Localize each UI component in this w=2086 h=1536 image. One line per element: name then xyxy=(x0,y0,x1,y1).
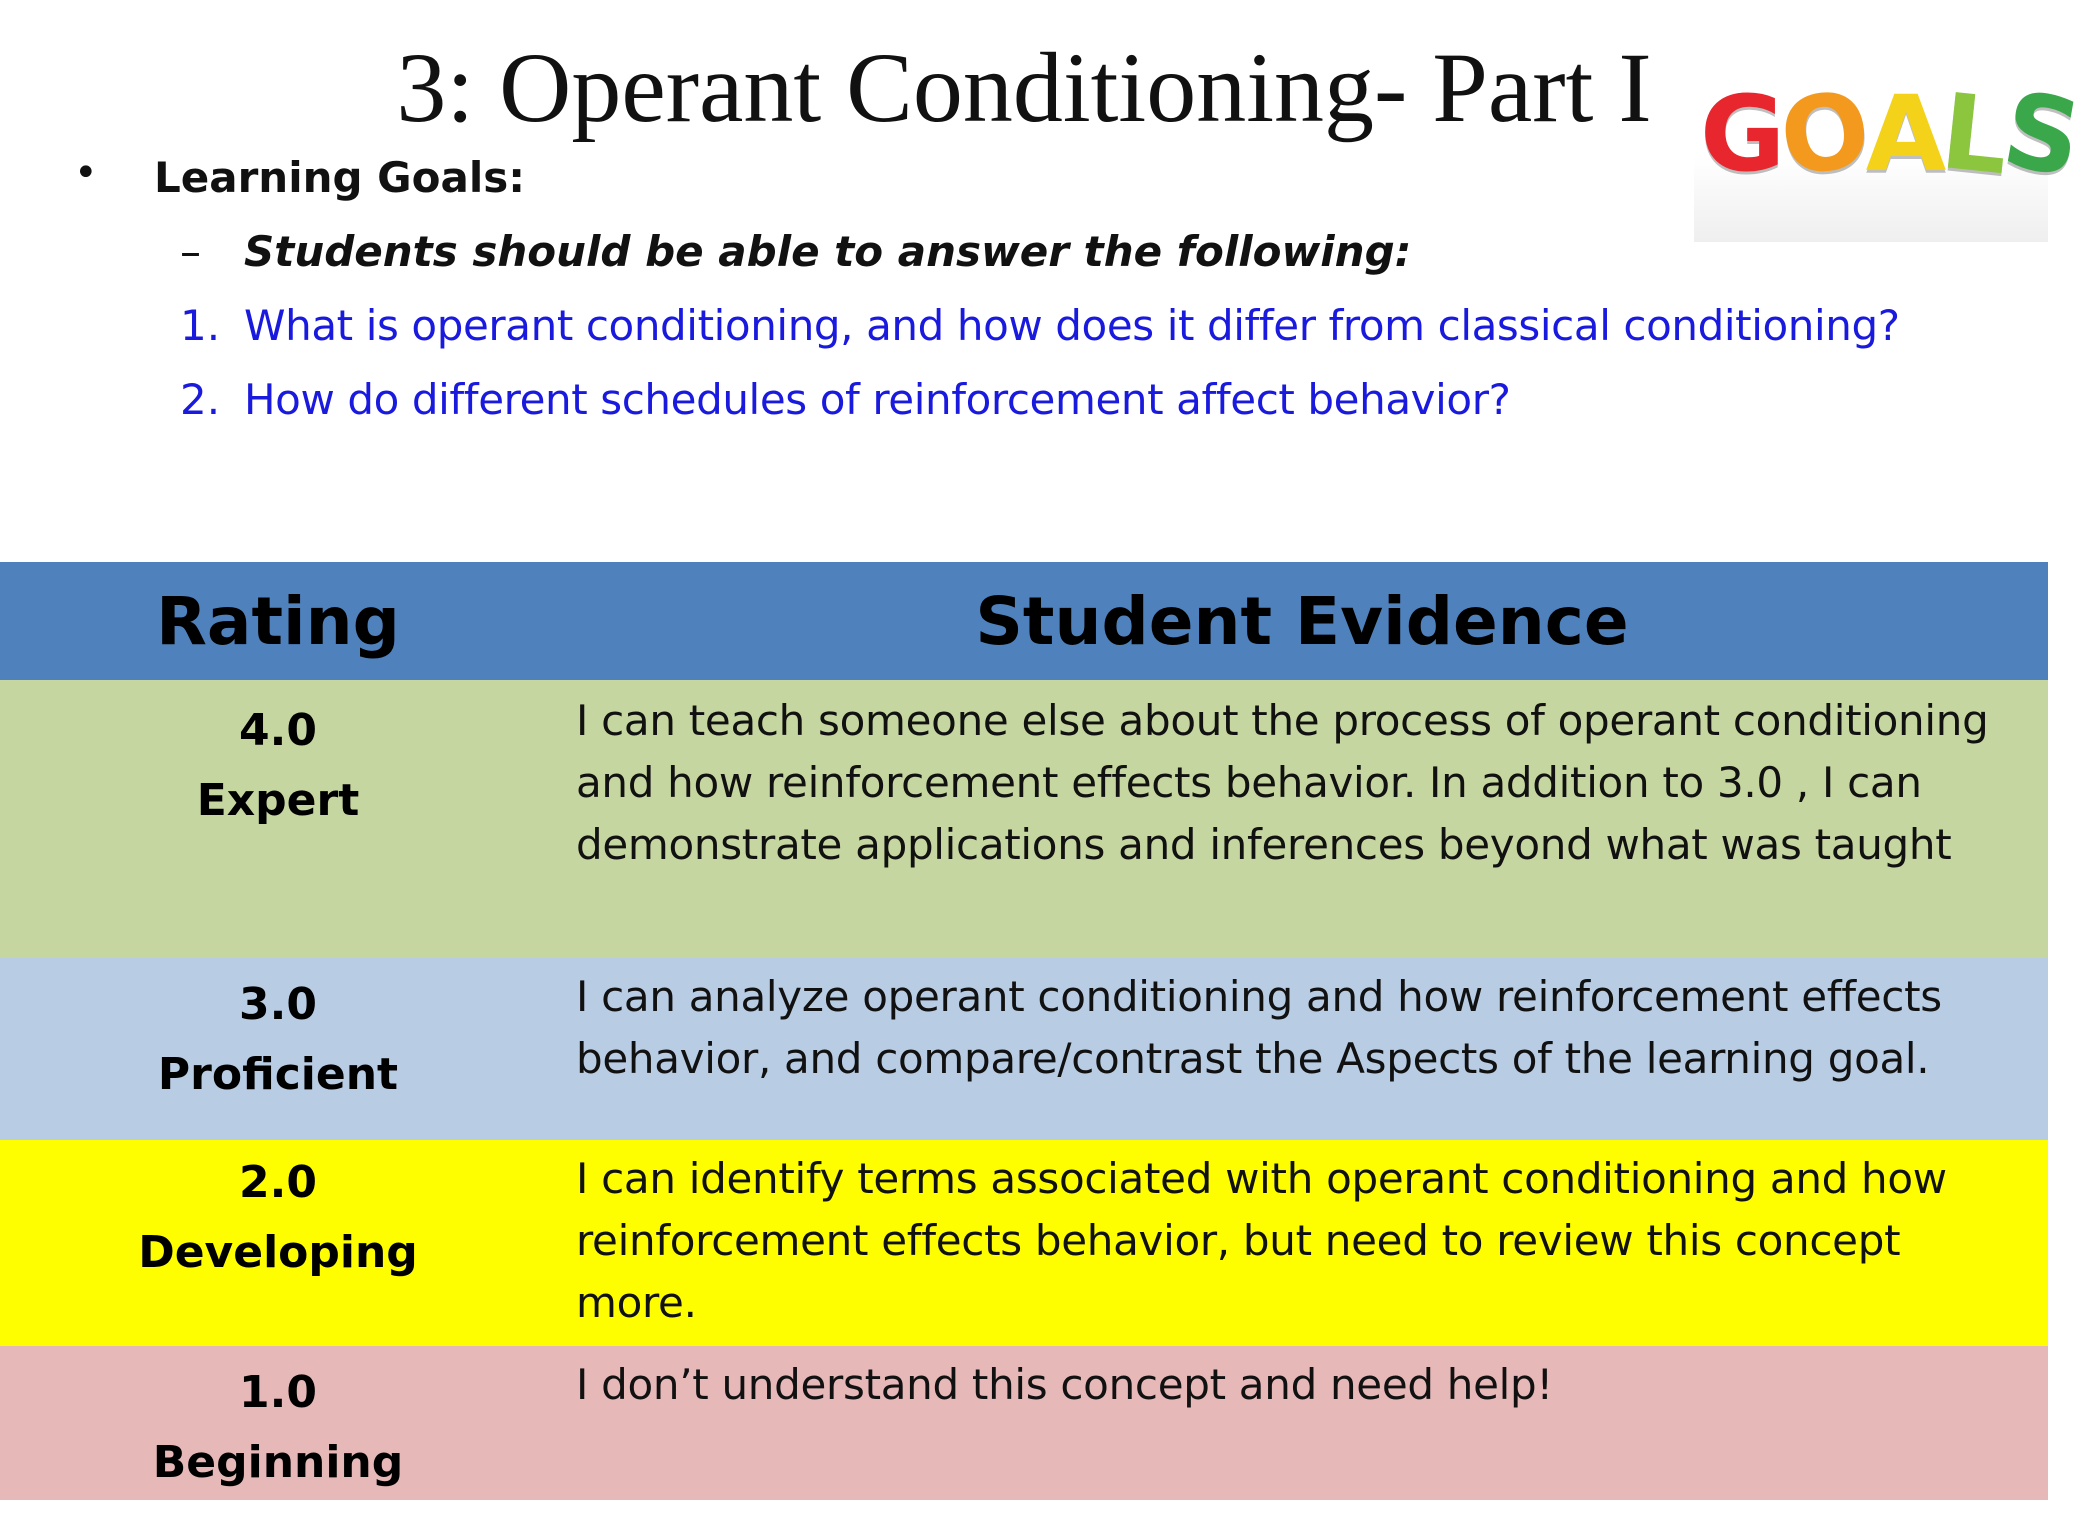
rating-column-header: Rating xyxy=(156,583,400,660)
rubric-row-beginning xyxy=(0,1346,2048,1500)
bullet-icon: • xyxy=(74,150,98,196)
rating-score: 4.0 xyxy=(239,705,317,756)
learning-goals-heading: Learning Goals: xyxy=(154,153,526,202)
rubric-table xyxy=(0,562,2048,1500)
question-number: 2. xyxy=(180,375,221,424)
goals-logo-text xyxy=(1700,67,2086,201)
rating-cell xyxy=(0,970,556,1110)
rating-cell xyxy=(0,696,556,836)
dash-icon: – xyxy=(180,227,201,276)
rating-cell xyxy=(0,1358,556,1498)
question-text: What is operant conditioning, and how does it differ from classical conditioning? xyxy=(244,301,1900,350)
rubric-row-expert xyxy=(0,680,2048,958)
rating-level: Beginning xyxy=(152,1437,404,1488)
logo-letter: A xyxy=(1865,73,1943,195)
rating-level: Developing xyxy=(138,1227,418,1278)
evidence-cell: I can identify terms associated with operant conditioning and how reinforcement effects behavior, but need to review this concept more. xyxy=(576,1154,1947,1327)
logo-letter: S xyxy=(1994,67,2086,201)
rubric-header-row xyxy=(0,562,2048,680)
rating-score: 2.0 xyxy=(239,1157,317,1208)
rating-cell xyxy=(0,1148,556,1288)
rubric-row-proficient xyxy=(0,958,2048,1140)
evidence-cell: I don’t understand this concept and need help! xyxy=(576,1360,1553,1409)
learning-goals-subheading: Students should be able to answer the following: xyxy=(244,227,1412,276)
rating-level: Proficient xyxy=(157,1049,399,1100)
rubric-row-developing xyxy=(0,1140,2048,1346)
slide-title: 3: Operant Conditioning- Part I xyxy=(396,32,1652,143)
evidence-cell: I can analyze operant conditioning and how reinforcement effects behavior, and compare/contrast the Aspects of the learning goal. xyxy=(576,972,1942,1083)
evidence-column-header: Student Evidence xyxy=(975,583,1629,660)
rating-level: Expert xyxy=(196,775,360,826)
logo-letter: L xyxy=(1936,70,2011,198)
question-text: How do different schedules of reinforcement affect behavior? xyxy=(244,375,1511,424)
question-number: 1. xyxy=(180,301,221,350)
rating-score: 3.0 xyxy=(239,979,317,1030)
logo-letter: G xyxy=(1700,73,1782,195)
rating-score: 1.0 xyxy=(239,1367,317,1418)
goals-logo xyxy=(1694,67,2086,242)
evidence-cell: I can teach someone else about the process of operant conditioning and how reinforcement effects behavior. In addition to 3.0 , I can demonstrate applications and inferences beyond what was taught xyxy=(576,696,1989,869)
logo-letter: O xyxy=(1773,67,1874,201)
